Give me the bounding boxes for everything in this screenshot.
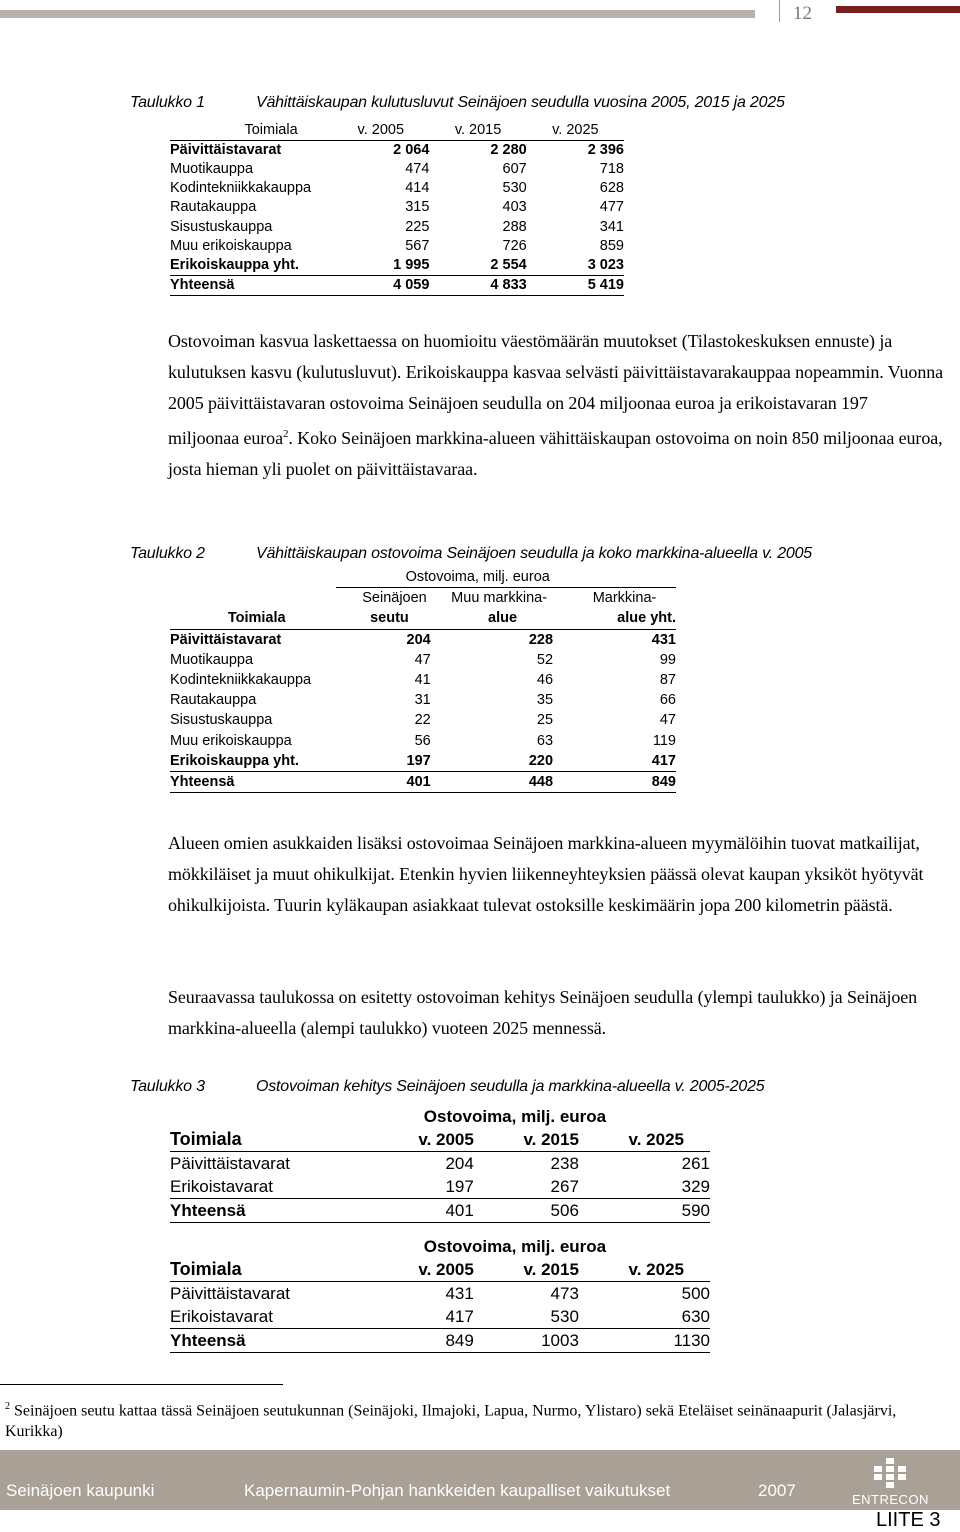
table3-lower-group-header-row: [170, 1235, 710, 1258]
table-cell: Kodintekniikkakauppa: [170, 672, 312, 689]
table-cell: 403: [502, 199, 527, 216]
table2-title: Vähittäiskaupan ostovoima Seinäjoen seudulla ja koko markkina-alueella v. 2005: [256, 545, 813, 562]
table3-upper-header-row: [170, 1128, 710, 1152]
table-cell: Yhteensä: [170, 275, 332, 295]
table-cell: 41: [414, 672, 431, 689]
table-cell: Muu erikoiskauppa: [170, 237, 292, 254]
table-cell: 2 396: [587, 142, 624, 159]
table-cell: Päivittäistavarat: [170, 142, 282, 159]
table-cell: 4 059: [332, 275, 429, 295]
table-cell: 431: [651, 631, 676, 648]
table-row: [170, 690, 676, 710]
table3-header-cell: v. 2005: [369, 1258, 474, 1282]
table-row: [170, 629, 676, 650]
table-cell: 530: [502, 180, 527, 197]
header-divider: [779, 0, 780, 22]
table3-header-cell: v. 2025: [579, 1258, 710, 1282]
header-bar: [0, 10, 755, 18]
table-cell: 341: [599, 218, 624, 235]
table-row: [170, 1329, 710, 1353]
paragraph-text: Ostovoiman kasvua laskettaessa on huomioitu väestömäärän muutokset (Tilastokeskuksen ennuste) ja kulutuksen kasvu (kulutusluvut). Erikoiskauppa kasvaa selvästi päivittäistavarakauppaa nopeammin. Vuonna 2005 päivittäistavaran ostovoima Seinäjoen seudulla on 204 miljoonaa euroa ja erikoistavaran 197 miljoonaa euroa: [168, 331, 944, 448]
footnote-reference: 2: [282, 428, 289, 440]
table-row: [170, 710, 676, 730]
table-cell: Yhteensä: [170, 1199, 369, 1223]
table3-header-cell: v. 2015: [474, 1128, 579, 1152]
table-row: [170, 217, 624, 236]
table3-caption: [130, 1078, 850, 1098]
table-cell: 590: [579, 1199, 710, 1223]
table-cell: 477: [599, 199, 624, 216]
table-row: [170, 1282, 710, 1306]
table1-caption: [130, 94, 830, 114]
table-cell: 431: [445, 1284, 474, 1303]
table-row: [170, 1199, 710, 1223]
table-cell: 1003: [474, 1329, 579, 1353]
table2-group-header: Ostovoima, milj. euroa: [336, 567, 676, 588]
paragraph-text: . Koko Seinäjoen markkina-alueen vähittäiskaupan ostovoima on noin 850 miljoonaa euroa, josta hieman yli puolet on päivittäistavaraa.: [168, 428, 943, 479]
table-cell: 2 064: [393, 142, 430, 159]
table1-header-cell: Toimiala: [170, 121, 332, 141]
table-cell: 3 023: [587, 256, 624, 273]
table3-header-cell: Toimiala: [170, 1128, 369, 1152]
table-cell: 47: [659, 712, 676, 729]
table-cell: 238: [550, 1154, 579, 1173]
table-cell: 530: [474, 1305, 579, 1329]
table-cell: 25: [536, 712, 554, 729]
table1-header-row: [170, 121, 624, 141]
table-cell: 225: [405, 218, 430, 235]
paragraph: Alueen omien asukkaiden lisäksi ostovoimaa Seinäjoen markkina-alueen myymälöihin tuovat matkailijat, mökkiläiset ja muut ohikulkijat. Etenkin hyvien liikenneyhteyksien päässä olevat kaupan yksiköt hyötyvät ohikulkijoista. Tuurin kyläkaupan asiakkaat tulevat ostoksille keskimäärin jopa 200 kilometrin päästä.: [168, 833, 924, 915]
table3-upper-group-header-row: [170, 1105, 710, 1128]
table-cell: 267: [474, 1175, 579, 1199]
table2-header-cell: alue yht.: [553, 608, 676, 629]
table-cell: 473: [550, 1284, 579, 1303]
table-cell: 63: [536, 732, 554, 749]
table2-header-row-2: [170, 608, 676, 629]
table3-lower-header-row: [170, 1258, 710, 1282]
table2-group-header-row: [170, 567, 676, 588]
table-row: [170, 256, 624, 276]
table-cell: Päivittäistavarat: [170, 1154, 290, 1173]
footnote: [5, 1396, 905, 1442]
table2-header-cell: Seinäjoen: [362, 590, 427, 607]
footer-year: 2007: [758, 1481, 796, 1500]
table-cell: 22: [414, 712, 431, 729]
table1-header-cell: v. 2015: [429, 121, 526, 141]
paragraph: [168, 326, 943, 485]
table-cell: 5 419: [527, 275, 624, 295]
page-number: 12: [793, 3, 812, 24]
table-cell: Rautakauppa: [170, 199, 257, 216]
table3-header-cell: v. 2005: [369, 1128, 474, 1152]
table-row: [170, 670, 676, 690]
table2-label: Taulukko 2: [130, 545, 205, 562]
table-cell: Päivittäistavarat: [170, 631, 282, 648]
table-cell: 630: [579, 1305, 710, 1329]
table-cell: 119: [652, 732, 676, 749]
table-cell: 288: [502, 218, 527, 235]
table-cell: Yhteensä: [170, 1329, 369, 1353]
footnote-mark: 2: [5, 1401, 10, 1412]
table3-header-cell: v. 2025: [579, 1128, 710, 1152]
table-cell: Muotikauppa: [170, 651, 254, 668]
table-cell: 31: [414, 692, 431, 709]
table-cell: Muu erikoiskauppa: [170, 732, 292, 749]
table-cell: Erikoistavarat: [170, 1175, 369, 1199]
table3-lower: [170, 1235, 710, 1353]
footnote-divider: [0, 1384, 283, 1385]
table2-header-cell: seutu: [336, 608, 431, 629]
table-cell: Erikoiskauppa yht.: [170, 751, 336, 772]
table2: [170, 567, 676, 793]
table-cell: Sisustuskauppa: [170, 712, 273, 729]
table-row: [170, 751, 676, 772]
header-accent-bar: [836, 6, 960, 13]
table-cell: Yhteensä: [170, 771, 336, 792]
table2-header-cell: Toimiala: [170, 608, 336, 629]
table-row: [170, 141, 624, 161]
table-row: [170, 160, 624, 179]
table-cell: 2 554: [490, 256, 527, 273]
table-row: [170, 1175, 710, 1199]
table-row: [170, 1152, 710, 1176]
table-row: [170, 650, 676, 670]
table-row: [170, 179, 624, 198]
table3-lower-group-header: Ostovoima, milj. euroa: [423, 1237, 607, 1256]
table-row: [170, 771, 676, 792]
table-cell: 567: [405, 237, 430, 254]
table-cell: 417: [369, 1305, 474, 1329]
table3-upper-group-header: Ostovoima, milj. euroa: [423, 1107, 607, 1126]
table-row: [170, 1305, 710, 1329]
table-cell: 197: [369, 1175, 474, 1199]
table-cell: Rautakauppa: [170, 692, 257, 709]
table2-header-row-1: [170, 588, 676, 609]
table-cell: 99: [659, 651, 676, 668]
table-cell: 401: [336, 771, 431, 792]
table-cell: 1 995: [393, 256, 430, 273]
paragraph: Seuraavassa taulukossa on esitetty ostovoiman kehitys Seinäjoen seudulla (ylempi taulukko) ja Seinäjoen markkina-alueella (alempi taulukko) vuoteen 2025 mennessä.: [168, 987, 918, 1038]
table-cell: Muotikauppa: [170, 161, 254, 178]
table1-label: Taulukko 1: [130, 94, 205, 111]
table-cell: 628: [599, 180, 624, 197]
table-cell: 1130: [579, 1329, 710, 1353]
table-cell: 849: [553, 771, 676, 792]
table3-title: Ostovoiman kehitys Seinäjoen seudulla ja markkina-alueella v. 2005-2025: [256, 1078, 765, 1095]
table-cell: 448: [431, 771, 553, 792]
table-cell: Sisustuskauppa: [170, 218, 273, 235]
table2-header-cell: Muu markkina-: [451, 590, 548, 607]
entrecon-grid-icon: [874, 1458, 906, 1490]
table-cell: 220: [431, 751, 553, 772]
table1-header-cell: v. 2025: [527, 121, 624, 141]
table-cell: 66: [659, 692, 676, 709]
table-cell: 506: [474, 1199, 579, 1223]
table-cell: 204: [406, 631, 431, 648]
table-cell: Päivittäistavarat: [170, 1284, 290, 1303]
table-cell: Kodintekniikkakauppa: [170, 180, 312, 197]
table-cell: 87: [659, 672, 676, 689]
table-cell: 414: [405, 180, 430, 197]
table3-header-cell: v. 2015: [474, 1258, 579, 1282]
table-cell: 47: [414, 651, 431, 668]
table-cell: 228: [528, 631, 554, 648]
table1-title: Vähittäiskaupan kulutusluvut Seinäjoen seudulla vuosina 2005, 2015 ja 2025: [256, 94, 785, 111]
table-cell: 204: [445, 1154, 474, 1173]
table2-header-cell: Markkina-: [592, 590, 657, 607]
table-cell: 2 280: [490, 142, 527, 159]
table-row: [170, 731, 676, 751]
table-cell: 315: [405, 199, 430, 216]
table-cell: 726: [502, 237, 527, 254]
table3-header-cell: Toimiala: [170, 1258, 369, 1282]
table2-header-cell: alue: [431, 608, 553, 629]
table-cell: 849: [369, 1329, 474, 1353]
table-cell: 329: [579, 1175, 710, 1199]
table3-label: Taulukko 3: [130, 1078, 205, 1095]
table-cell: Erikoiskauppa yht.: [170, 256, 299, 273]
table-cell: 607: [502, 161, 527, 178]
table-cell: 46: [536, 672, 554, 689]
footnote-text: Seinäjoen seutu kattaa tässä Seinäjoen seutukunnan (Seinäjoki, Ilmajoki, Lapua, Nurmo, Ylistaro) sekä Eteläiset seinänaapurit (Jalasjärvi, Kurikka): [5, 1402, 897, 1441]
table1: [170, 121, 624, 296]
footer-report-title: Kapernaumin-Pohjan hankkeiden kaupalliset vaikutukset: [244, 1481, 671, 1500]
table-cell: 500: [681, 1284, 710, 1303]
table3-upper: [170, 1105, 710, 1223]
table-row: [170, 237, 624, 256]
table-cell: 261: [681, 1154, 710, 1173]
table-cell: 197: [336, 751, 431, 772]
table-cell: 859: [599, 237, 624, 254]
table1-header-cell: v. 2005: [332, 121, 429, 141]
appendix-label: LIITE 3: [876, 1509, 941, 1531]
entrecon-logo-text: ENTRECON: [852, 1492, 929, 1507]
table-row: [170, 198, 624, 217]
table-cell: 4 833: [429, 275, 526, 295]
table-cell: 474: [405, 161, 430, 178]
table-cell: Erikoistavarat: [170, 1305, 369, 1329]
table-row: [170, 275, 624, 295]
table-cell: 401: [369, 1199, 474, 1223]
footer-organization: Seinäjoen kaupunki: [6, 1481, 155, 1500]
table-cell: 56: [414, 732, 431, 749]
table-cell: 52: [536, 651, 554, 668]
table-cell: 417: [553, 751, 676, 772]
table-cell: 35: [536, 692, 554, 709]
table-cell: 718: [599, 161, 624, 178]
footer-band: [0, 1450, 960, 1510]
table2-caption: [130, 545, 850, 565]
